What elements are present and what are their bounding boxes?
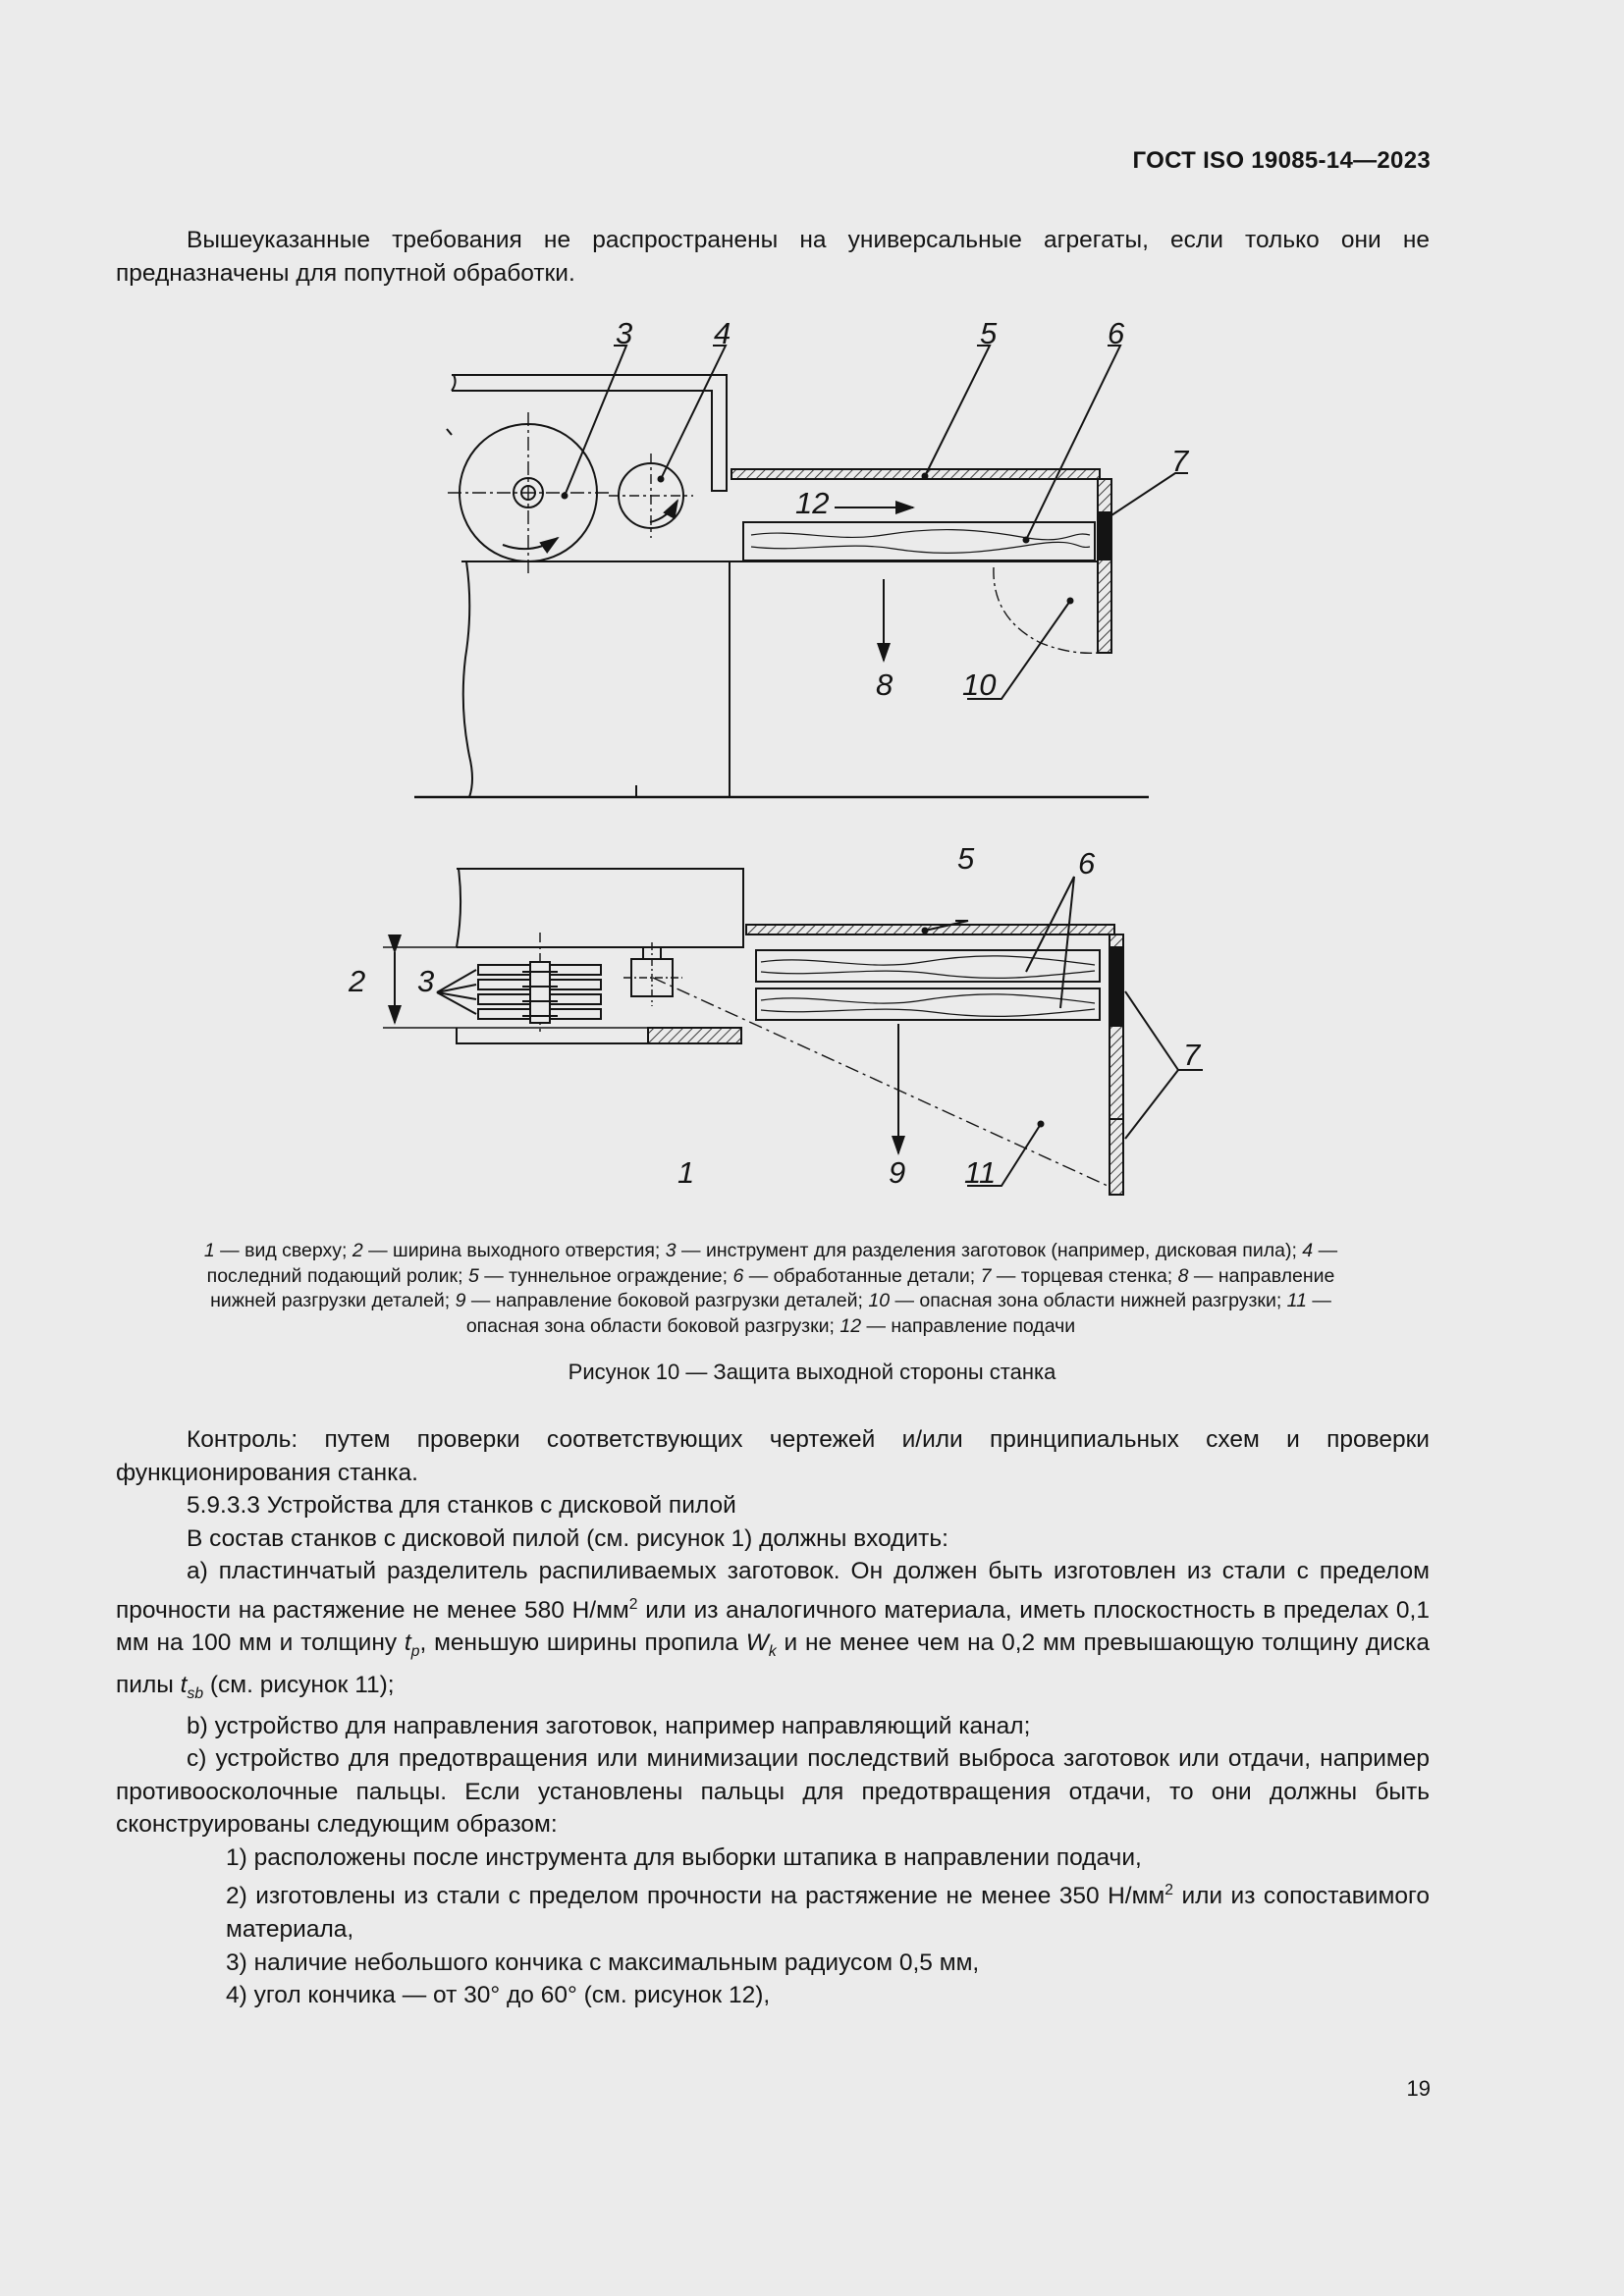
legend-text: — вид сверху; (214, 1240, 352, 1261)
item-c: c) устройство для предотвращения или минимизации последствий выброса заготовок или отдачи, например противоосколочные пальцы. Если установлены пальцы для предотвращения отдачи, то они должны быть сконструированы следующим образом: (116, 1745, 1430, 1839)
lower-guard (648, 1028, 741, 1043)
symbol-tp-sub: p (410, 1643, 420, 1661)
grain-2 (751, 542, 1090, 553)
label-5-side: 5 (980, 316, 998, 350)
end-wall-block (1098, 512, 1111, 560)
main-text (116, 1423, 1430, 2012)
legend-num: 11 (1286, 1290, 1307, 1311)
symbol-tp: t (404, 1629, 411, 1657)
tunnel-guard (731, 469, 1100, 479)
leader-3 (565, 346, 626, 496)
legend-num: 3 (665, 1240, 677, 1261)
legend-text: — обработанные детали; (743, 1264, 981, 1287)
legend-text: — последний подающий ролик; (206, 1240, 1338, 1287)
grain-top-2 (761, 971, 1095, 978)
item-c2-part1: 2) изготовлены из стали с пределом прочности на растяжение не менее 350 Н/мм (226, 1883, 1165, 1910)
symbol-wk: W (745, 1629, 769, 1657)
item-a-part3: , меньшую ширины пропила (419, 1629, 746, 1657)
figure-10 (0, 294, 1624, 1217)
label-7-top: 7 (1183, 1038, 1201, 1072)
end-wall-block-top (1110, 947, 1123, 1026)
hazard-zone-arc (994, 567, 1098, 653)
item-a-part1: a) пластинчатый разделитель распиливаемых заготовок. Он должен быть изготовлен из стали с пределом прочности на растяжение не менее 580 Н/мм (116, 1558, 1430, 1624)
item-c2-part2: или из сопоставимого материала, (226, 1883, 1430, 1944)
item-c4: 4) угол кончика — от 30° до 60° (см. рисунок 12), (226, 1982, 771, 2009)
grain-1 (751, 530, 1090, 540)
saw-rotation-arrow (503, 538, 558, 549)
figure-10-drawing (0, 294, 1624, 1217)
symbol-tsb-sub: sb (187, 1684, 204, 1702)
top-view (383, 869, 1203, 1195)
item-c1: 1) расположены после инструмента для выборки штапика в направлении подачи, (226, 1843, 1142, 1871)
symbol-wk-sub: k (768, 1643, 777, 1661)
legend-num: 12 (839, 1314, 862, 1337)
legend-text: — торцевая стенка; (991, 1264, 1178, 1287)
item-a-part5: (см. рисунок 11); (203, 1671, 395, 1698)
label-3-side: 3 (616, 316, 633, 350)
label-9: 9 (889, 1155, 906, 1190)
label-12: 12 (795, 486, 830, 520)
leader-dot-3 (563, 494, 568, 499)
label-3-top: 3 (417, 964, 435, 998)
label-10: 10 (962, 667, 997, 702)
workpiece (743, 522, 1095, 561)
leader-dot-11 (1039, 1122, 1044, 1127)
grain-top-3 (761, 994, 1095, 1003)
legend-text: — направление нижней разгрузки деталей; (210, 1264, 1335, 1311)
break-line-body (463, 561, 472, 797)
item-c2 (116, 1874, 1430, 1946)
label-2: 2 (349, 964, 366, 998)
label-1: 1 (677, 1155, 695, 1190)
item-a-part2: или из аналогичного материала, иметь плоскостность в пределах 0,1 мм на 100 мм и толщину (116, 1596, 1430, 1657)
legend-num: 9 (455, 1290, 466, 1311)
leader-dot-5b (923, 929, 928, 934)
leader-7b-2 (1125, 1070, 1178, 1139)
tick-mark (447, 429, 452, 435)
label-7-side: 7 (1171, 444, 1189, 478)
leader-5 (925, 346, 990, 476)
leader-dot-6 (1024, 538, 1029, 543)
control-paragraph: Контроль: путем проверки соответствующих чертежей и/или принципиальных схем и проверки функционирования станка. (116, 1426, 1430, 1486)
label-5-top: 5 (957, 841, 975, 876)
leader-dot-10 (1068, 599, 1073, 604)
legend-num: 8 (1177, 1264, 1189, 1287)
item-b: b) устройство для направления заготовок, например направляющий канал; (187, 1712, 1031, 1739)
end-wall (1098, 479, 1111, 653)
figure-caption: Рисунок 10 — Защита выходной стороны станка (568, 1360, 1056, 1384)
item-c2-sup: 2 (1164, 1882, 1173, 1899)
document-standard-header: ГОСТ ISO 19085-14—2023 (1132, 147, 1431, 174)
leader-4 (661, 346, 726, 479)
legend-num: 1 (203, 1240, 215, 1261)
symbol-tsb: t (180, 1671, 188, 1698)
leader-7a (1111, 473, 1188, 515)
legend-text: — опасная зона области нижней разгрузки; (890, 1290, 1287, 1311)
workpiece-1 (756, 950, 1100, 982)
grain-top-4 (761, 1009, 1095, 1016)
item-a-sup: 2 (628, 1595, 638, 1613)
label-4: 4 (714, 316, 731, 350)
break-line-top (452, 375, 456, 391)
legend-text: — направление подачи (861, 1314, 1076, 1337)
intro-text: Вышеуказанные требования не распространены на универсальные агрегаты, если только они не предназначены для попутной обработки. (116, 227, 1430, 287)
break-line-machine (457, 869, 460, 947)
figure-legend (182, 1239, 1360, 1339)
legend-num: 5 (467, 1264, 479, 1287)
workpiece-2 (756, 988, 1100, 1020)
legend-text: — туннельное ограждение; (478, 1264, 733, 1287)
legend-text: — ширина выходного отверстия; (362, 1240, 666, 1261)
label-11: 11 (964, 1155, 997, 1190)
composition-paragraph: В состав станков с дисковой пилой (см. рисунок 1) должны входить: (187, 1524, 948, 1552)
side-view (414, 346, 1188, 797)
label-6-top: 6 (1078, 846, 1096, 881)
legend-num: 10 (868, 1290, 891, 1311)
legend-num: 2 (352, 1240, 363, 1261)
item-a-part4: и не менее чем на 0,2 мм превышающую толщину диска пилы (116, 1629, 1430, 1698)
legend-text: — направление боковой разгрузки деталей; (465, 1290, 869, 1311)
legend-text: — опасная зона области боковой разгрузки; (465, 1290, 1331, 1337)
section-heading: 5.9.3.3 Устройства для станков с дисковой пилой (187, 1492, 736, 1519)
legend-num: 6 (732, 1264, 744, 1287)
legend-num: 7 (980, 1264, 992, 1287)
machine-body (457, 869, 743, 947)
grain-top-1 (761, 956, 1095, 965)
leader-dot-4 (659, 477, 664, 482)
legend-num: 4 (1302, 1240, 1314, 1261)
intro-paragraph (116, 224, 1430, 290)
label-8: 8 (876, 667, 893, 702)
item-c3: 3) наличие небольшого кончика с максимальным радиусом 0,5 мм, (226, 1949, 980, 1976)
page-number: 19 (1406, 2076, 1431, 2101)
label-6-side: 6 (1108, 316, 1125, 350)
legend-text: — инструмент для разделения заготовок (например, дисковая пила); (676, 1240, 1303, 1261)
item-a (116, 1555, 1430, 1710)
leader-dot-5 (923, 474, 928, 479)
